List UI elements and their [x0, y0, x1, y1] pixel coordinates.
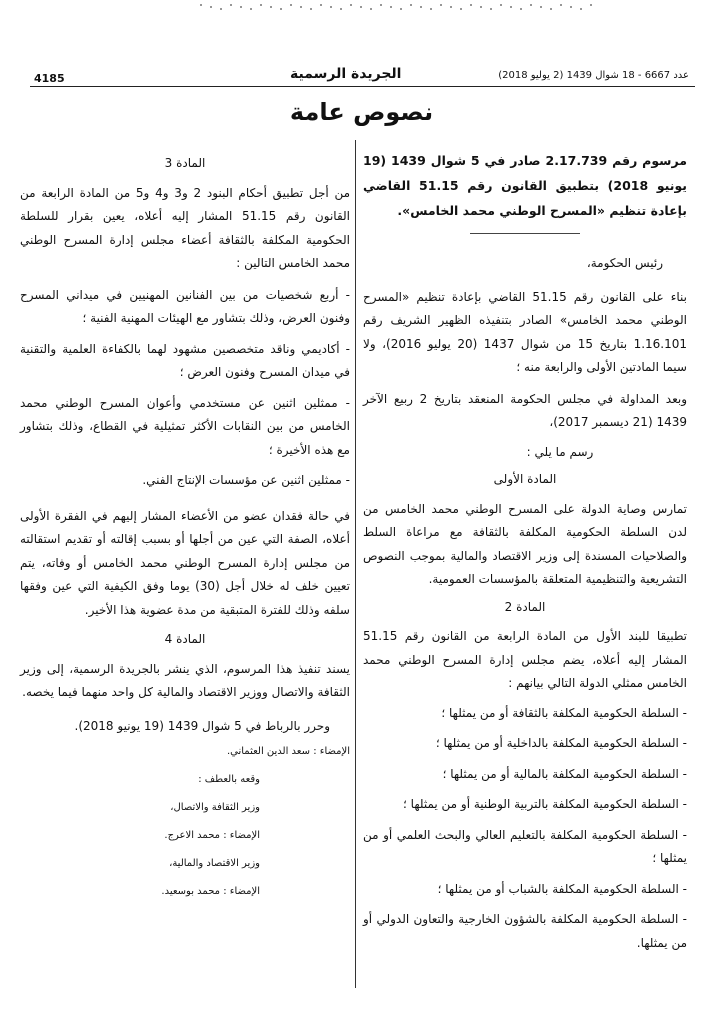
article-3-text: من أجل تطبيق أحكام البنود 2 و3 و4 و5 من المادة الرابعة من القانون رقم 51.15 المشار إليه أعلاه، يعين بقرار للسلطة الحكومية المكلفة بالثقافة أعضاء مجلس إدارة المسرح الوطني محمد الخامس التالين : [20, 185, 351, 270]
scan-dot [580, 8, 582, 10]
article-1-title: المادة الأولى [493, 472, 557, 486]
scan-dot [230, 4, 232, 6]
scan-dot [380, 4, 382, 6]
left-column [20, 148, 350, 906]
list-item: - السلطة الحكومية المكلفة بالتعليم العالي والبحث العلمي أو من يمثلها ؛ [363, 827, 687, 865]
list-item: - السلطة الحكومية المكلفة بالتربية الوطنية أو من يمثلها ؛ [403, 797, 687, 811]
scan-dot [360, 6, 362, 8]
scan-dot [350, 4, 352, 6]
title-rule [470, 233, 580, 234]
list-item: - السلطة الحكومية المكلفة بالشباب أو من يمثلها ؛ [437, 881, 687, 896]
list-item: - ممثلين اثنين عن مستخدمي وأعوان المسرح الوطني محمد الخامس من بين النقابات الأكثر تمثيلية في القطاع، وذلك بتشاور مع هذه الأخيرة ؛ [20, 395, 350, 457]
scan-dot [560, 4, 562, 6]
minister-finance: وزير الاقتصاد والمالية، [169, 858, 260, 869]
scan-dot [440, 4, 442, 6]
done-at: وحرر بالرباط في 5 شوال 1439 (19 يونيو 2018). [74, 718, 330, 733]
list-item: - السلطة الحكومية المكلفة بالشؤون الخارجية والتعاون الدولي أو من يمثلها. [363, 912, 687, 950]
decree-formula: رسم ما يلي : [526, 444, 594, 459]
scan-dot [460, 8, 462, 10]
scan-dot [250, 8, 252, 10]
signature-finance: الإمضاء : محمد بوسعيد. [161, 886, 260, 897]
article-4-title: المادة 4 [164, 632, 206, 646]
list-item: - السلطة الحكومية المكلفة بالثقافة أو من يمثلها ؛ [441, 705, 687, 720]
list-item: - أربع شخصيات من بين الفنانين المهنيين في ميداني المسرح وفنون العرض، وذلك بتشاور مع الهيئات المهنية الفنية ؛ [20, 287, 350, 325]
preamble-2: وبعد المداولة في مجلس الحكومة المنعقد بتاريخ 2 ربيع الآخر 1439 (21 ديسمبر 2017)، [363, 391, 687, 429]
scan-noise [200, 4, 600, 12]
scan-dot [590, 4, 592, 6]
scan-dot [300, 6, 302, 8]
scan-dot [310, 8, 312, 10]
scan-dot [500, 4, 502, 6]
scan-dot [550, 8, 552, 10]
scan-dot [430, 8, 432, 10]
list-item: - السلطة الحكومية المكلفة بالداخلية أو من يمثلها ؛ [435, 736, 687, 750]
scan-dot [520, 8, 522, 10]
scan-dot [390, 6, 392, 8]
article-3-title: المادة 3 [164, 156, 206, 170]
article-3-paragraph-2: في حالة فقدان عضو من الأعضاء المشار إليهم في الفقرة الأولى أعلاه، الصفة التي عين من أجلها أو بسبب إقالته أو تقديم استقالته من مجلس إدارة المسرح الوطني محمد الخامس أو وفاته، يتم تعيين خلف له خلال أجل (30) يوما وفق الكيفية التي عين وفقها سلفه وذلك للفترة المتبقية من مدة عضوية هذا الأخير. [20, 508, 350, 617]
scan-dot [220, 8, 222, 10]
list-item: - السلطة الحكومية المكلفة بالمالية أو من يمثلها ؛ [442, 766, 687, 781]
preamble-1: بناء على القانون رقم 51.15 القاضي بإعادة تنظيم «المسرح الوطني محمد الخامس» الصادر بتنفيذه الظهير الشريف رقم 1.16.101 بتاريخ 15 من شوال 1437 (20 يوليو 2016)، ولا سيما المادتين الأولى والرابعة منه ؛ [363, 289, 687, 374]
page-number: 4185 [34, 72, 65, 85]
scan-dot [570, 6, 572, 8]
scan-dot [290, 4, 292, 6]
scan-dot [210, 6, 212, 8]
scan-dot [540, 6, 542, 8]
issue-info: عدد 6667 - 18 شوال 1439 (2 يوليو 2018) [498, 70, 689, 81]
scan-dot [510, 6, 512, 8]
article-4-text: يسند تنفيذ هذا المرسوم، الذي ينشر بالجريدة الرسمية، إلى وزير الثقافة والاتصال ووزير الاقتصاد والمالية كل واحد منهما فيما يخصه. [20, 661, 350, 699]
scan-dot [420, 6, 422, 8]
header-rule [30, 86, 695, 87]
head-of-government: رئيس الحكومة، [586, 256, 663, 270]
column-divider [355, 140, 356, 988]
scan-dot [480, 6, 482, 8]
list-item: - ممثلين اثنين عن مؤسسات الإنتاج الفني. [142, 473, 350, 487]
list-item: - أكاديمي وناقد متخصصين مشهود لهما بالكفاءة العلمية والتقنية في ميدان المسرح وفنون العرض ؛ [20, 341, 350, 379]
gazette-title: الجريدة الرسمية [290, 66, 402, 82]
countersign-label: وقعه بالعطف : [198, 774, 260, 785]
scan-dot [270, 6, 272, 8]
scan-dot [410, 4, 412, 6]
article-1-text: تمارس وصاية الدولة على المسرح الوطني محمد الخامس من لدن السلطة الحكومية المكلفة بالثقافة مع مراعاة السلط والصلاحيات المسندة إلى وزير الاقتصاد والمالية بموجب النصوص التشريعية والتنظيمية المتعلقة بالمؤسسات العمومية. [363, 501, 687, 586]
minister-culture: وزير الثقافة والاتصال، [170, 802, 260, 813]
scan-dot [330, 6, 332, 8]
article-2-text: تطبيقا للبند الأول من المادة الرابعة من القانون رقم 51.15 المشار إليه أعلاه، يضم مجلس إدارة المسرح الوطني محمد الخامس ممثلي الدولة التالي بيانهم : [363, 629, 687, 690]
right-column [363, 148, 687, 962]
section-title: نصوص عامة [289, 98, 434, 126]
signature-culture: الإمضاء : محمد الاعرج. [164, 830, 260, 841]
scan-dot [240, 6, 242, 8]
scan-dot [370, 8, 372, 10]
scan-dot [450, 6, 452, 8]
signature-pm: الإمضاء : سعد الدين العثماني. [226, 746, 350, 757]
scan-dot [320, 4, 322, 6]
scan-dot [340, 8, 342, 10]
scan-dot [200, 4, 202, 6]
article-2-title: المادة 2 [504, 599, 546, 614]
scan-dot [470, 4, 472, 6]
scan-dot [260, 4, 262, 6]
scan-dot [490, 8, 492, 10]
scan-dot [530, 4, 532, 6]
scan-dot [400, 8, 402, 10]
decree-title: مرسوم رقم 2.17.739 صادر في 5 شوال 1439 (19 يونيو 2018) بتطبيق القانون رقم 51.15 القاضي بإعادة تنظيم «المسرح الوطني محمد الخامس». [363, 153, 687, 218]
scan-dot [280, 8, 282, 10]
